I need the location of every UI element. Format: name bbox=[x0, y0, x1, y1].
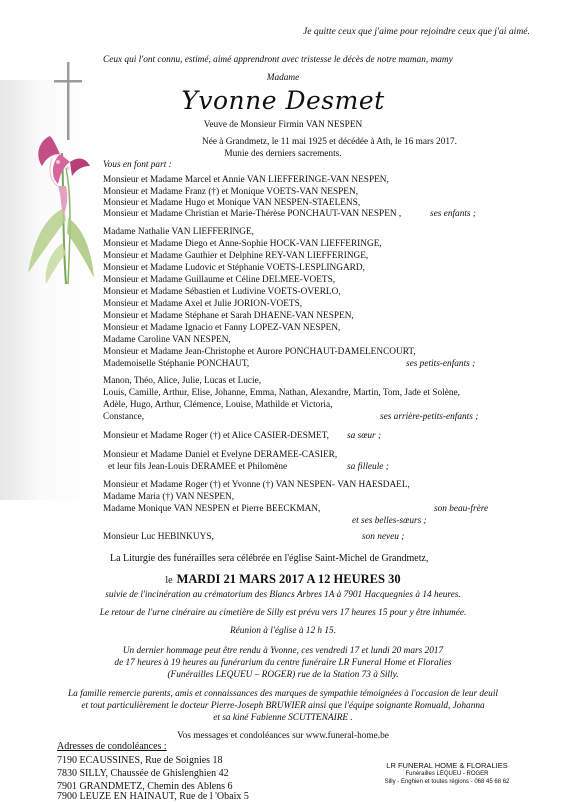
funeral-home-sub: Funérailles LEQUEU - ROGER bbox=[405, 771, 489, 777]
relationship-label: sa sœur ; bbox=[347, 431, 382, 441]
liturgy-line: La Liturgie des funérailles sera célébrée en l'église Saint-Michel de Grandmetz, bbox=[110, 553, 429, 564]
widow-line: Veuve de Monsieur Firmin VAN NESPEN bbox=[203, 120, 363, 130]
family-member: Louis, Camille, Arthur, Elise, Johanne, Emma, Nathan, Alexandre, Martin, Tom, Jade et Solène, bbox=[103, 388, 460, 398]
family-member: Monsieur et Madame Diego et Anne-Sophie HOCK-VAN LIEFFERINGE, bbox=[103, 239, 382, 249]
family-member: Madame Maria (†) VAN NESPEN, bbox=[103, 492, 235, 502]
deceased-name: Yvonne Desmet bbox=[181, 86, 385, 115]
thanks-line-3: et sa kiné Fabienne SCUTTENAIRE . bbox=[213, 713, 353, 723]
family-member: Monsieur et Madame Guillaume et Céline DELMEE-VOETS, bbox=[103, 275, 336, 285]
address-line: 7830 SILLY, Chaussée de Ghislenghien 42 bbox=[57, 768, 229, 779]
birth-death-line: Née à Grandmetz, le 11 mai 1925 et décédée à Ath, le 16 mars 2017. bbox=[202, 137, 457, 147]
family-member: Madame Monique VAN NESPEN et Pierre BEECKMAN, bbox=[103, 504, 321, 514]
family-member: Madame Caroline VAN NESPEN, bbox=[103, 335, 231, 345]
address-line: 7900 LEUZE EN HAINAUT, Rue de l 'Obaix 5 bbox=[57, 791, 249, 802]
relationship-label: sa filleule ; bbox=[347, 462, 389, 472]
relationship-label: son neveu ; bbox=[362, 532, 405, 542]
thanks-line-1: La famille remercie parents, amis et connaissances des marques de sympathie témoignées à l'occasion de leur deuil bbox=[68, 689, 498, 699]
address-line: 7190 ECAUSSINES, Rue de Soignies 18 bbox=[57, 755, 223, 766]
relationship-label: son beau-frère bbox=[434, 504, 489, 514]
relationship-label-2: et ses belles-sœurs ; bbox=[352, 516, 427, 526]
family-member: Constance, bbox=[103, 412, 145, 422]
date-bold: MARDI 21 MARS 2017 A 12 HEURES 30 bbox=[176, 572, 401, 586]
family-member: Monsieur et Madame Franz (†) et Monique VOETS-VAN NESPEN, bbox=[103, 187, 359, 197]
relationship-label: ses petits-enfants ; bbox=[406, 359, 476, 369]
quote: Je quitte ceux que j'aime pour rejoindre ceux que j'ai aimé. bbox=[303, 26, 530, 37]
family-member: Adèle, Hugo, Arthur, Clémence, Louise, Mathilde et Victoria, bbox=[103, 400, 333, 410]
family-member: Monsieur et Madame Axel et Julie JORION-VOETS, bbox=[103, 299, 303, 309]
homage-line-3: (Funérailles LEQUEU – ROGER) rue de la Station 73 à Silly. bbox=[167, 670, 399, 680]
ceremony-date bbox=[0, 570, 566, 588]
family-member: et leur fils Jean-Louis DERAMEE et Philomène bbox=[108, 462, 288, 472]
family-member: Monsieur et Madame Jean-Christophe et Aurore PONCHAUT-DAMELENCOURT, bbox=[103, 347, 416, 357]
family-member: Monsieur Luc HEBINKUYS, bbox=[103, 532, 214, 542]
family-member: Monsieur et Madame Marcel et Annie VAN LIEFFERINGE-VAN NESPEN, bbox=[103, 175, 389, 185]
urn-line: Le retour de l'urne cinéraire au cimetière de Silly est prévu vers 17 heures 15 pour y être inhumée. bbox=[99, 608, 467, 618]
family-member: Madame Nathalie VAN LIEFFERINGE, bbox=[103, 227, 254, 237]
family-member: Monsieur et Madame Sébastien et Ludivine VOETS-OVERLO, bbox=[103, 287, 341, 297]
homage-line-2: de 17 heures à 19 heures au funérarium du centre funéraire LR Funeral Home et Floralies bbox=[114, 658, 452, 668]
address-line: 7901 GRANDMETZ, Chemin des Ablens 6 bbox=[57, 781, 233, 792]
funeral-home-name: LR FUNERAL HOME & FLORALIES bbox=[386, 761, 508, 770]
title-madame: Madame bbox=[266, 73, 300, 83]
thanks-line-2: et tout particulièrement le docteur Pierre-Joseph BRUWIER ainsi que l'équipe soignante Romuald, Johanna bbox=[81, 701, 485, 711]
relationship-label: ses arrière-petits-enfants ; bbox=[380, 412, 479, 422]
announcers-heading: Vous en font part : bbox=[103, 160, 172, 170]
family-member: Monsieur et Madame Christian et Marie-Thérèse PONCHAUT-VAN NESPEN , bbox=[103, 209, 402, 219]
intro-line: Ceux qui l'ont connu, estimé, aimé apprendront avec tristesse le décès de notre maman, mamy bbox=[103, 55, 453, 65]
family-member: Monsieur et Madame Ludovic et Stéphanie VOETS-LESPLINGARD, bbox=[103, 263, 365, 273]
cremation-line: suivie de l'incinération au crématorium des Blancs Arbres 1A à 7901 Hacquegnies à 14 heures. bbox=[105, 590, 461, 600]
family-member: Mademoiselle Stéphanie PONCHAUT, bbox=[103, 359, 250, 369]
family-member: Monsieur et Madame Ignacio et Fanny LOPEZ-VAN NESPEN, bbox=[103, 323, 341, 333]
family-member: Monsieur et Madame Roger (†) et Yvonne (†) VAN NESPEN- VAN HAESDAEL, bbox=[103, 480, 410, 490]
family-member: Manon, Théo, Alice, Julie, Lucas et Lucie, bbox=[103, 376, 262, 386]
sacraments-line: Munie des derniers sacrements. bbox=[224, 149, 342, 159]
date-prefix: le bbox=[165, 575, 173, 586]
family-member: Monsieur et Madame Hugo et Monique VAN NESPEN-STAELENS, bbox=[103, 198, 361, 208]
family-member: Monsieur et Madame Stéphane et Sarah DHAENE-VAN NESPEN, bbox=[103, 311, 354, 321]
family-member: Monsieur et Madame Roger (†) et Alice CASIER-DESMET, bbox=[103, 431, 330, 441]
messages-line: Vos messages et condoléances sur www.funeral-home.be bbox=[177, 731, 389, 741]
family-member: Monsieur et Madame Daniel et Evelyne DERAMEE-CASIER, bbox=[103, 450, 338, 460]
relationship-label: ses enfants ; bbox=[430, 209, 476, 219]
addresses-heading: Adresses de condoléances : bbox=[57, 741, 167, 752]
meeting-line: Réunion à l'église à 12 h 15. bbox=[229, 626, 337, 636]
homage-line-1: Un dernier hommage peut être rendu à Yvonne, ces vendredi 17 et lundi 20 mars 2017 bbox=[122, 646, 444, 656]
family-member: Monsieur et Madame Gauthier et Delphine REY-VAN LIEFFERINGE, bbox=[103, 251, 369, 261]
funeral-home-contact: Silly - Enghien et toutes régions - 068 45 68 62 bbox=[384, 779, 510, 785]
